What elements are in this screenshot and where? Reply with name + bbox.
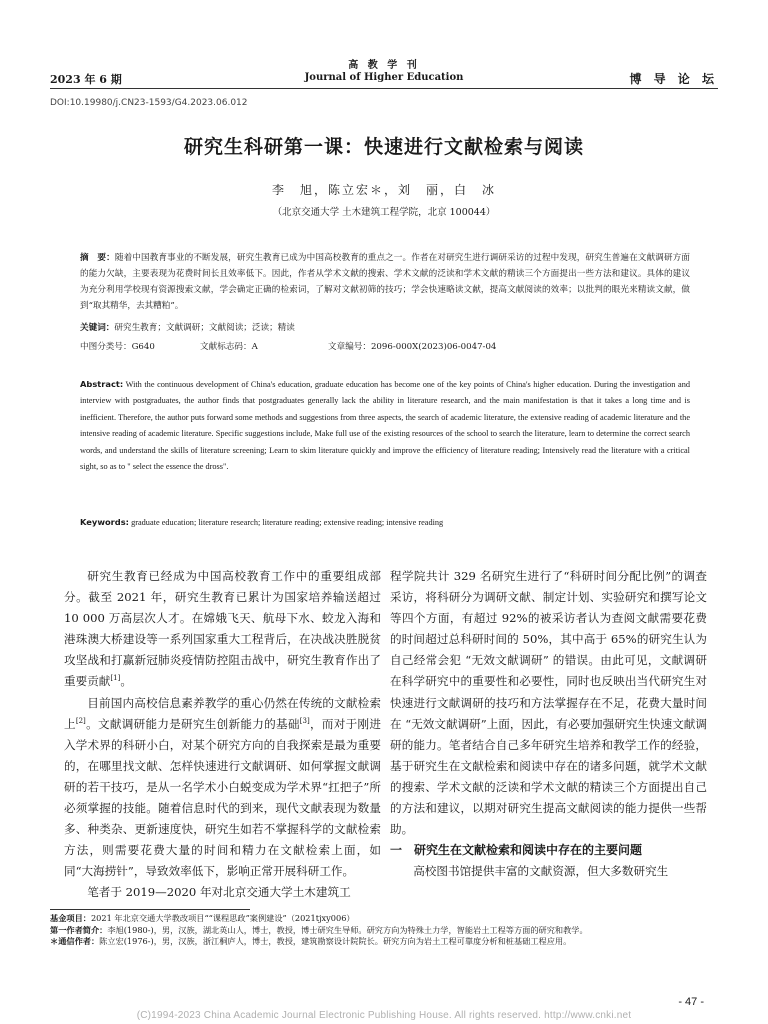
abstract-cn [80, 250, 690, 314]
section-heading: 一 研究生在文献检索和阅读中存在的主要问题 [390, 843, 643, 858]
keywords-cn [80, 321, 690, 333]
classification-row [80, 340, 690, 354]
fund-note: 基金项目：2021 年北京交通大学教改项目““课程思政”案例建设”（2021tjxy006） [50, 913, 355, 923]
author-list: 李 旭，陈立宏＊，刘 丽，白 冰 [271, 183, 496, 197]
corresponding-author-note: ＊通信作者：陈立宏(1976-)，男，汉族，浙江桐庐人，博士，教授，建筑勘察设计院院长。研究方向为岩土工程可靠度分析和桩基础工程应用。 [50, 936, 572, 946]
journal-name-cn: 高 教 学 刊 [348, 60, 420, 71]
first-author-note: 第一作者简介：李旭(1980-)，男，汉族，湖北英山人，博士，教授，博士研究生导师。研究方向为特殊土力学，智能岩土工程等方面的研究和教学。 [50, 924, 588, 935]
abstract-en-text: With the continuous development of China's education, graduate education has become one of the key points of China's higher education. During the investigation and interview with postgraduates, the author finds that postgraduates generally lack the ability in literature research, and the main manifestation is that it takes a long time and is inefficient. Therefore, the author puts forward some methods and suggestions from three aspects, the search of academic literature, the extensive reading of academic literature and the intensive reading of academic literature. Specific suggestions include, Make full use of the existing resources of the school to search the literature, learn to determine the correct search words, and understand the skills of literature screening; Learn to skim literature quickly and improve the efficiency of literature reading; Intensively read the literature with a critical sight, so as to " select the essence the dross". [80, 380, 690, 472]
abstract-cn-label: 摘 要： [80, 253, 115, 263]
affiliation: （北京交通大学 土木建筑工程学院，北京 100044） [272, 207, 496, 218]
keywords-en-label: Keywords: [80, 517, 129, 527]
keywords-en-text: graduate education; literature research; literature reading; extensive reading; intensive reading [131, 518, 444, 527]
citation-ref: [1] [110, 674, 121, 683]
abstract-cn-text: 随着中国教育事业的不断发展，研究生教育已成为中国高校教育的重点之一。作者在对研究生进行调研采访的过程中发现，研究生普遍在文献调研方面的能力欠缺，主要表现为花费时间长且效率低下。因此，作者从学术文献的搜索、学术文献的泛读和学术文献的精读三个方面提出一些方法和建议。具体的建议为充分利用学校现有资源搜索文献，学会确定正确的检索词，了解对文献初筛的技巧；学会快速略读文献，提高文献阅读的效率；以批判的眼光来精读文献，做到“取其精华，去其糟粕”。 [80, 253, 690, 311]
citation-ref: [3] [299, 716, 310, 725]
body-column-right [390, 566, 707, 882]
keywords-cn-text: 研究生教育；文献调研；文献阅读；泛读；精读 [114, 323, 295, 333]
body-paragraph: 目前国内高校信息素养教学的重心仍然在传统的文献检索上[2]。文献调研能力是研究生创新能力的基础[3]，而对于刚进入学术界的科研小白，对某个研究方向的自我探索是最为重要的，在哪里找文献、怎样快速进行文献调研、如何掌握文献调研的若干技巧，是从一名学术小白蜕变成为学术界“扛把子”所必须掌握的技能。随着信息时代的到来，现代文献表现为数量多、种类杂、更新速度快，研究生如若不掌握科学的文献检索方法，则需要花费大量的时间和精力在文献检索上面，如同“大海捞针”，导致效率低下，影响正常开展科研工作。 [64, 695, 381, 879]
header-rule [50, 88, 718, 89]
keywords-en [80, 517, 690, 527]
clc-number: 中图分类号：G640 [80, 342, 155, 352]
copyright-watermark: (C)1994-2023 China Academic Journal Electronic Publishing House. All rights reserved. http://www.cnki.net [136, 1010, 632, 1021]
body-paragraph: 笔者于 2019—2020 年对北京交通大学土木建筑工 [87, 885, 351, 900]
article-number: 文章编号：2096-000X(2023)06-0047-04 [328, 342, 497, 352]
body-paragraph: 高校图书馆提供丰富的文献资源，但大多数研究生 [413, 864, 669, 879]
footnotes [50, 913, 718, 948]
body-paragraph: 程学院共计 329 名研究生进行了“科研时间分配比例”的调查采访，将科研分为调研文献、制定计划、实验研究和撰写论文等四个方面，有超过 92%的被采访者认为查阅文献需要花费的时间超过总科研时间的 50%，其中高于 65%的研究生认为自己经常会犯 “无效文献调研” 的错误。由此可见，文献调研在科学研究中的重要性和必要性，同时也反映出当代研究生对快速进行文献调研的技巧和方法掌握存在不足，花费大量时间在 “无效文献调研”上面，因此，有必要加强研究生快速文献调研的能力。笔者结合自己多年研究生培养和教学工作的经验，基于研究生在文献检索和阅读中存在的诸多问题，就学术文献的搜索、学术文献的泛读和学术文献的精读三个方面提出自己的方法和建议，以期对研究生提高文献阅读的能力提供一些帮助。 [390, 569, 707, 837]
body-column-left [64, 566, 381, 904]
abstract-en [80, 376, 690, 475]
page-number: - 47 - [678, 996, 704, 1008]
abstract-en-label: Abstract: [80, 379, 124, 389]
paper-title: 研究生科研第一课：快速进行文献检索与阅读 [183, 136, 584, 158]
body-paragraph: 研究生教育已经成为中国高校教育工作中的重要组成部分。截至 2021 年，研究生教育已累计为国家培养输送超过 10 000 万高层次人才。在嫦娥飞天、航母下水、蛟龙入海和港珠澳大桥建设等一系列国家重大工程背后，在决战决胜脱贫攻坚战和打赢新冠肺炎疫情防控阻击战中，研究生教育作出了重要贡献[1]。 [64, 569, 381, 689]
section-label: 博 导 论 坛 [629, 72, 718, 86]
keywords-cn-label: 关键词： [80, 323, 115, 333]
issue-label: 2023 年 6 期 [50, 73, 122, 86]
doi: DOI:10.19980/j.CN23-1593/G4.2023.06.012 [50, 98, 248, 108]
journal-name-en: Journal of Higher Education [304, 72, 464, 83]
citation-ref: [2] [75, 716, 86, 725]
footnote-rule [50, 909, 250, 910]
document-code: 文献标志码：A [200, 342, 258, 352]
